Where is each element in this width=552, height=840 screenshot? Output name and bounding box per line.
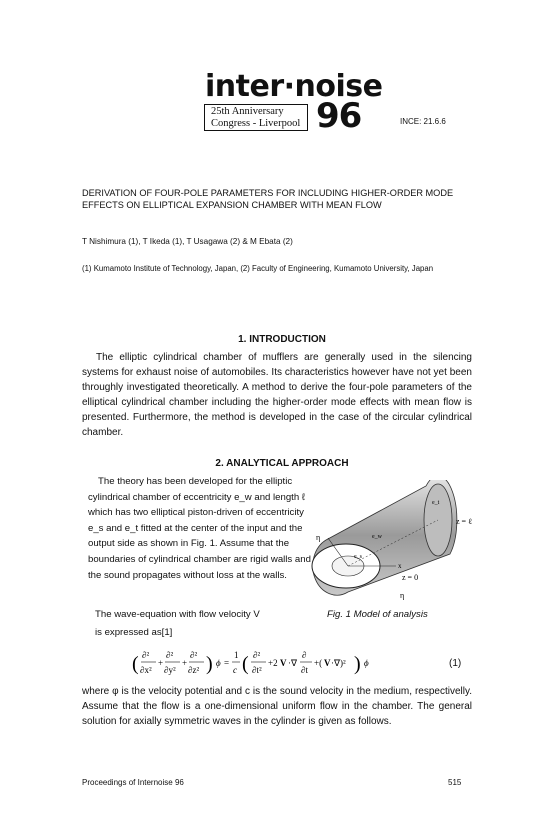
ince-code: INCE: 21.6.6 (400, 117, 446, 126)
svg-text:V: V (280, 658, 287, 668)
label-eta-bottom: η (400, 591, 405, 600)
svg-text:∂²: ∂² (142, 650, 150, 660)
svg-text:+(: +( (314, 658, 323, 668)
svg-text:V: V (324, 658, 331, 668)
svg-text:·∇)²: ·∇)² (331, 658, 346, 668)
equation-number: (1) (449, 658, 462, 669)
svg-text:∂: ∂ (302, 650, 307, 660)
svg-text:1: 1 (234, 650, 239, 660)
svg-text:∂z²: ∂z² (188, 665, 200, 675)
svg-text:∂t: ∂t (301, 665, 308, 675)
section-heading-analytical-approach: 2. ANALYTICAL APPROACH (215, 458, 349, 469)
paper-affiliations: (1) Kumamoto Institute of Technology, Japan, (2) Faculty of Engineering, Kumamoto University, Japan (82, 264, 434, 273)
svg-text:∂²: ∂² (190, 650, 198, 660)
paper-authors: T Nishimura (1), T Ikeda (1), T Usagawa (2) & M Ebata (2) (82, 237, 293, 246)
figure-caption: Fig. 1 Model of analysis (327, 609, 428, 620)
page-number: 515 (448, 778, 462, 787)
paper-title: DERIVATION OF FOUR-POLE PARAMETERS FOR INCLUDING HIGHER-ORDER MODE EFFECTS ON ELLIPTICAL EXPANSION CHAMBER WITH MEAN FLOW (82, 188, 454, 210)
svg-text:+: + (158, 658, 164, 668)
label-z-l: z = ℓ (456, 517, 472, 526)
conference-logo: inter·noise (205, 69, 383, 104)
svg-text:=: = (224, 658, 230, 668)
label-z-0: z = 0 (402, 573, 419, 582)
equation-explanation-paragraph: where φ is the velocity potential and c is the sound velocity in the medium, respectivelly. Assume that the flow is a one-dimensional uniform flow in the chamber. The general solution for axially symmetric waves in the cylinder is given as follows. (82, 686, 472, 728)
svg-text:(: ( (242, 653, 249, 675)
svg-text:∂²: ∂² (166, 650, 174, 660)
analytical-paragraph: The theory has been developed for the elliptic cylindrical chamber of eccentricity e_w and length ℓ which has two elliptical piston-driven of eccentricity e_s and e_t fitted at the center of the input and the output side as shown in Fig. 1. Assume that the boundaries of cylindrical chamber are rigid walls and the sound propagates without loss at the walls. (88, 476, 311, 581)
logo-year: 96 (316, 96, 362, 136)
label-ew: e_w (372, 534, 382, 540)
svg-text:ϕ: ϕ (216, 658, 221, 668)
svg-text:c: c (233, 665, 237, 675)
footer-proceedings: Proceedings of Internoise 96 (82, 778, 184, 787)
logo-anniversary-box (204, 104, 308, 131)
svg-text:): ) (354, 653, 361, 675)
logo-box-line2: Congress - Liverpool (211, 118, 301, 129)
section-heading-introduction: 1. INTRODUCTION (238, 334, 326, 345)
svg-text:·∇: ·∇ (288, 658, 298, 668)
svg-text:∂t²: ∂t² (252, 665, 262, 675)
svg-text:ϕ: ϕ (364, 658, 369, 668)
model-figure (308, 480, 474, 604)
svg-text:(: ( (132, 653, 139, 675)
label-eta-left: η (316, 533, 321, 542)
svg-text:∂x²: ∂x² (140, 665, 152, 675)
svg-text:+2: +2 (268, 658, 278, 668)
wave-equation (132, 646, 402, 682)
label-x: x (398, 562, 402, 570)
svg-text:+: + (182, 658, 188, 668)
svg-text:): ) (206, 653, 213, 675)
label-et: e_t (432, 500, 440, 506)
label-es: e_s (354, 554, 362, 560)
introduction-paragraph: The elliptic cylindrical chamber of mufflers are generally used in the silencing systems for exhaust noise of automobiles. Its characteristics however have not yet been throughly investigated theoretically. A method to derive the four-pole parameters of the elliptical cylindrical chamber including the higher-order mode effects with mean flow is presented. Furthermore, the method is developed in the case of the circular cylindrical chamber. (82, 352, 472, 439)
svg-text:∂y²: ∂y² (164, 665, 176, 675)
wave-equation-intro: The wave-equation with flow velocity V (95, 609, 260, 620)
svg-text:∂²: ∂² (253, 650, 261, 660)
logo-box-line1: 25th Anniversary (211, 106, 284, 117)
wave-equation-intro-2: is expressed as[1] (95, 627, 173, 638)
